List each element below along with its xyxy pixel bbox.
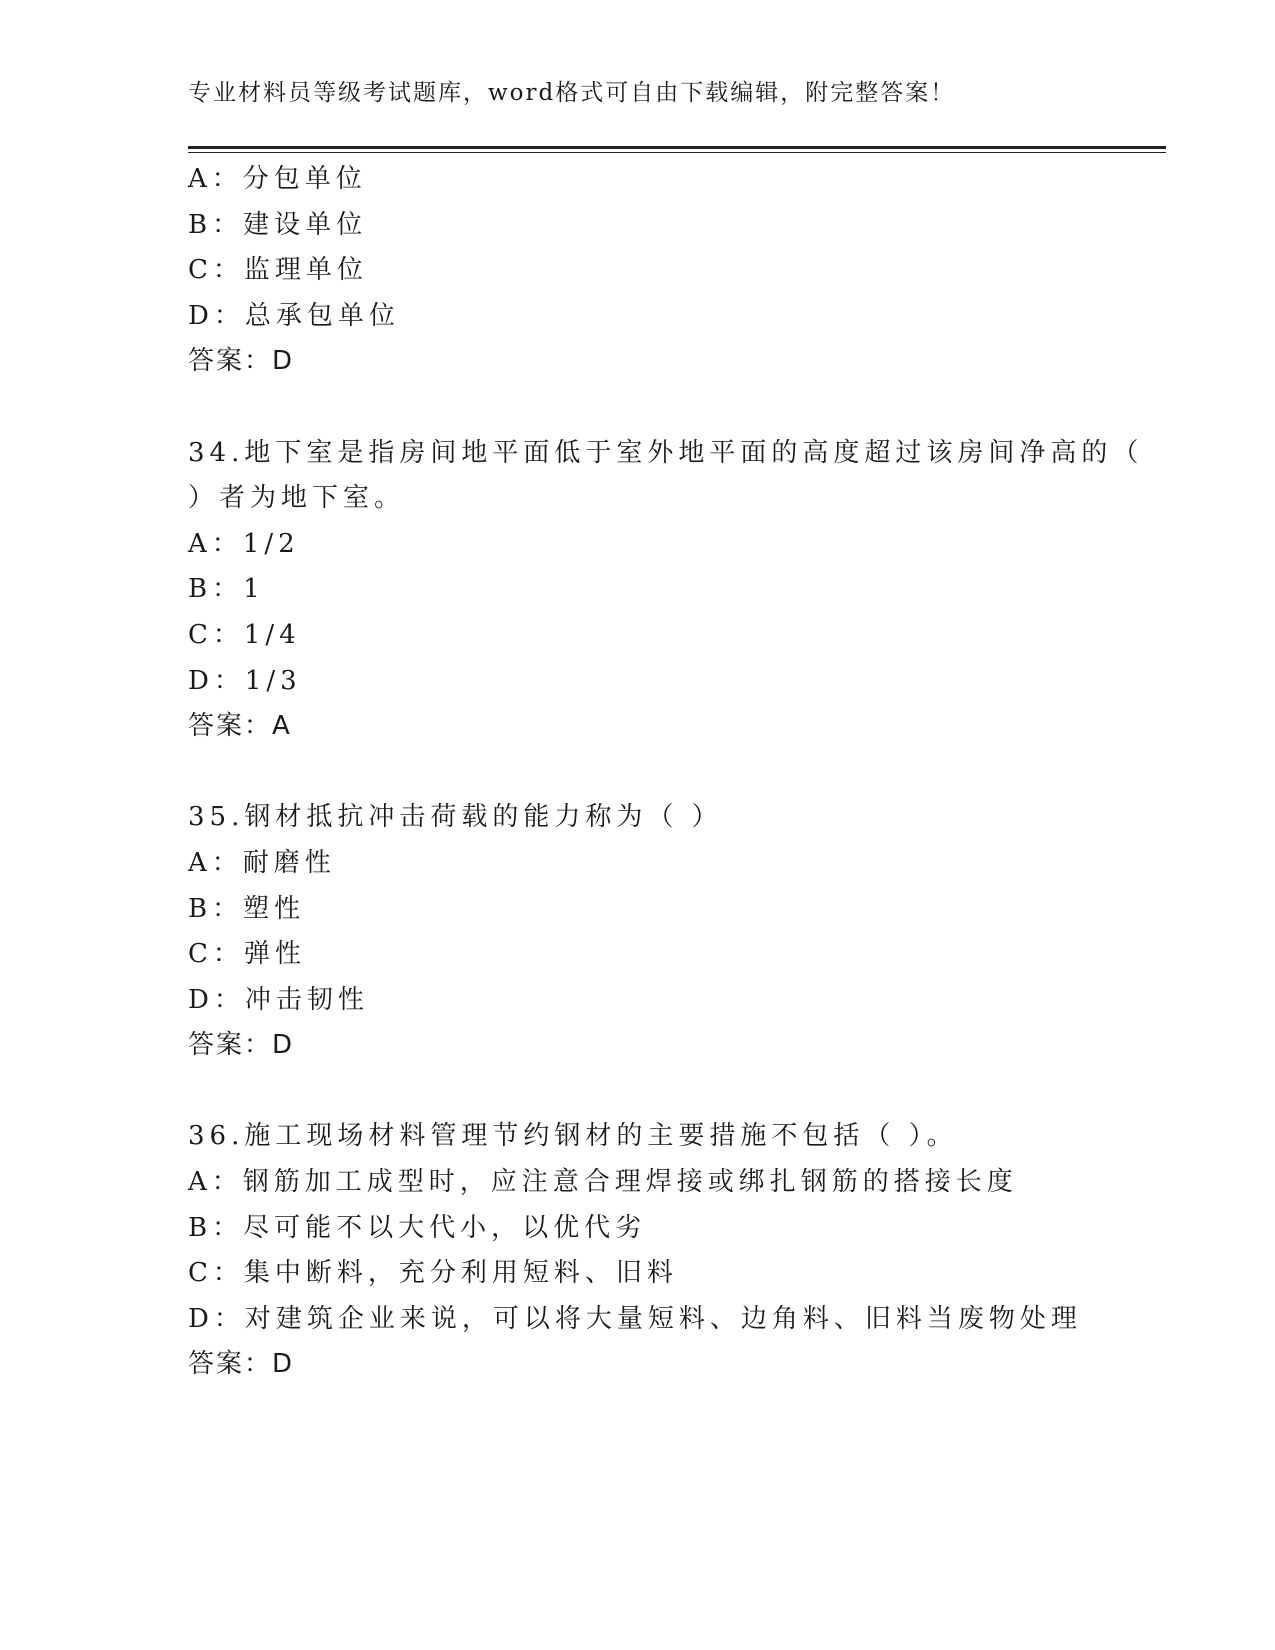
answer: 答案：D — [188, 1349, 295, 1380]
page-header: 专业材料员等级考试题库，word格式可自由下载编辑，附完整答案！ — [188, 80, 956, 106]
option-c: C：弹性 — [188, 939, 306, 970]
option-d: D：总承包单位 — [188, 300, 400, 331]
option-c: C：集中断料，充分利用短料、旧料 — [188, 1258, 678, 1289]
question-33-tail — [188, 157, 1088, 385]
option-a: A：1/2 — [188, 528, 300, 559]
question-list — [188, 157, 1144, 1388]
question-text: 35.钢材抵抗冲击荷载的能力称为（ ） — [188, 802, 723, 833]
option-d: D：对建筑企业来说，可以将大量短料、边角料、旧料当废物处理 — [188, 1303, 1082, 1334]
question-text: 34.地下室是指房间地平面低于室外地平面的高度超过该房间净高的（ — [188, 437, 1144, 468]
option-c: C：1/4 — [188, 619, 301, 650]
question-text: 36.施工现场材料管理节约钢材的主要措施不包括（ ）。 — [188, 1121, 958, 1152]
option-d: D：1/3 — [188, 665, 302, 696]
option-a: A：分包单位 — [188, 164, 367, 194]
question-34 — [188, 431, 1144, 750]
spacer — [188, 1069, 1088, 1115]
spacer — [188, 385, 1088, 431]
question-35 — [188, 795, 1088, 1069]
option-b: B：1 — [188, 574, 265, 605]
option-b: B：建设单位 — [188, 209, 368, 240]
header-rule — [188, 146, 1166, 153]
answer: 答案：D — [188, 346, 295, 377]
answer: 答案：D — [188, 1030, 295, 1061]
option-b: B：塑性 — [188, 893, 306, 924]
option-a: A：耐磨性 — [188, 847, 336, 878]
option-c: C：监理单位 — [188, 255, 368, 286]
question-text-continued: ）者为地下室。 — [188, 483, 406, 514]
option-d: D：冲击韧性 — [188, 984, 369, 1015]
option-a: A：钢筋加工成型时，应注意合理焊接或绑扎钢筋的搭接长度 — [188, 1167, 1018, 1198]
spacer — [188, 750, 1088, 796]
question-36 — [188, 1114, 1088, 1388]
option-b: B：尽可能不以大代小，以优代劣 — [188, 1212, 647, 1243]
answer: 答案：A — [188, 711, 292, 742]
